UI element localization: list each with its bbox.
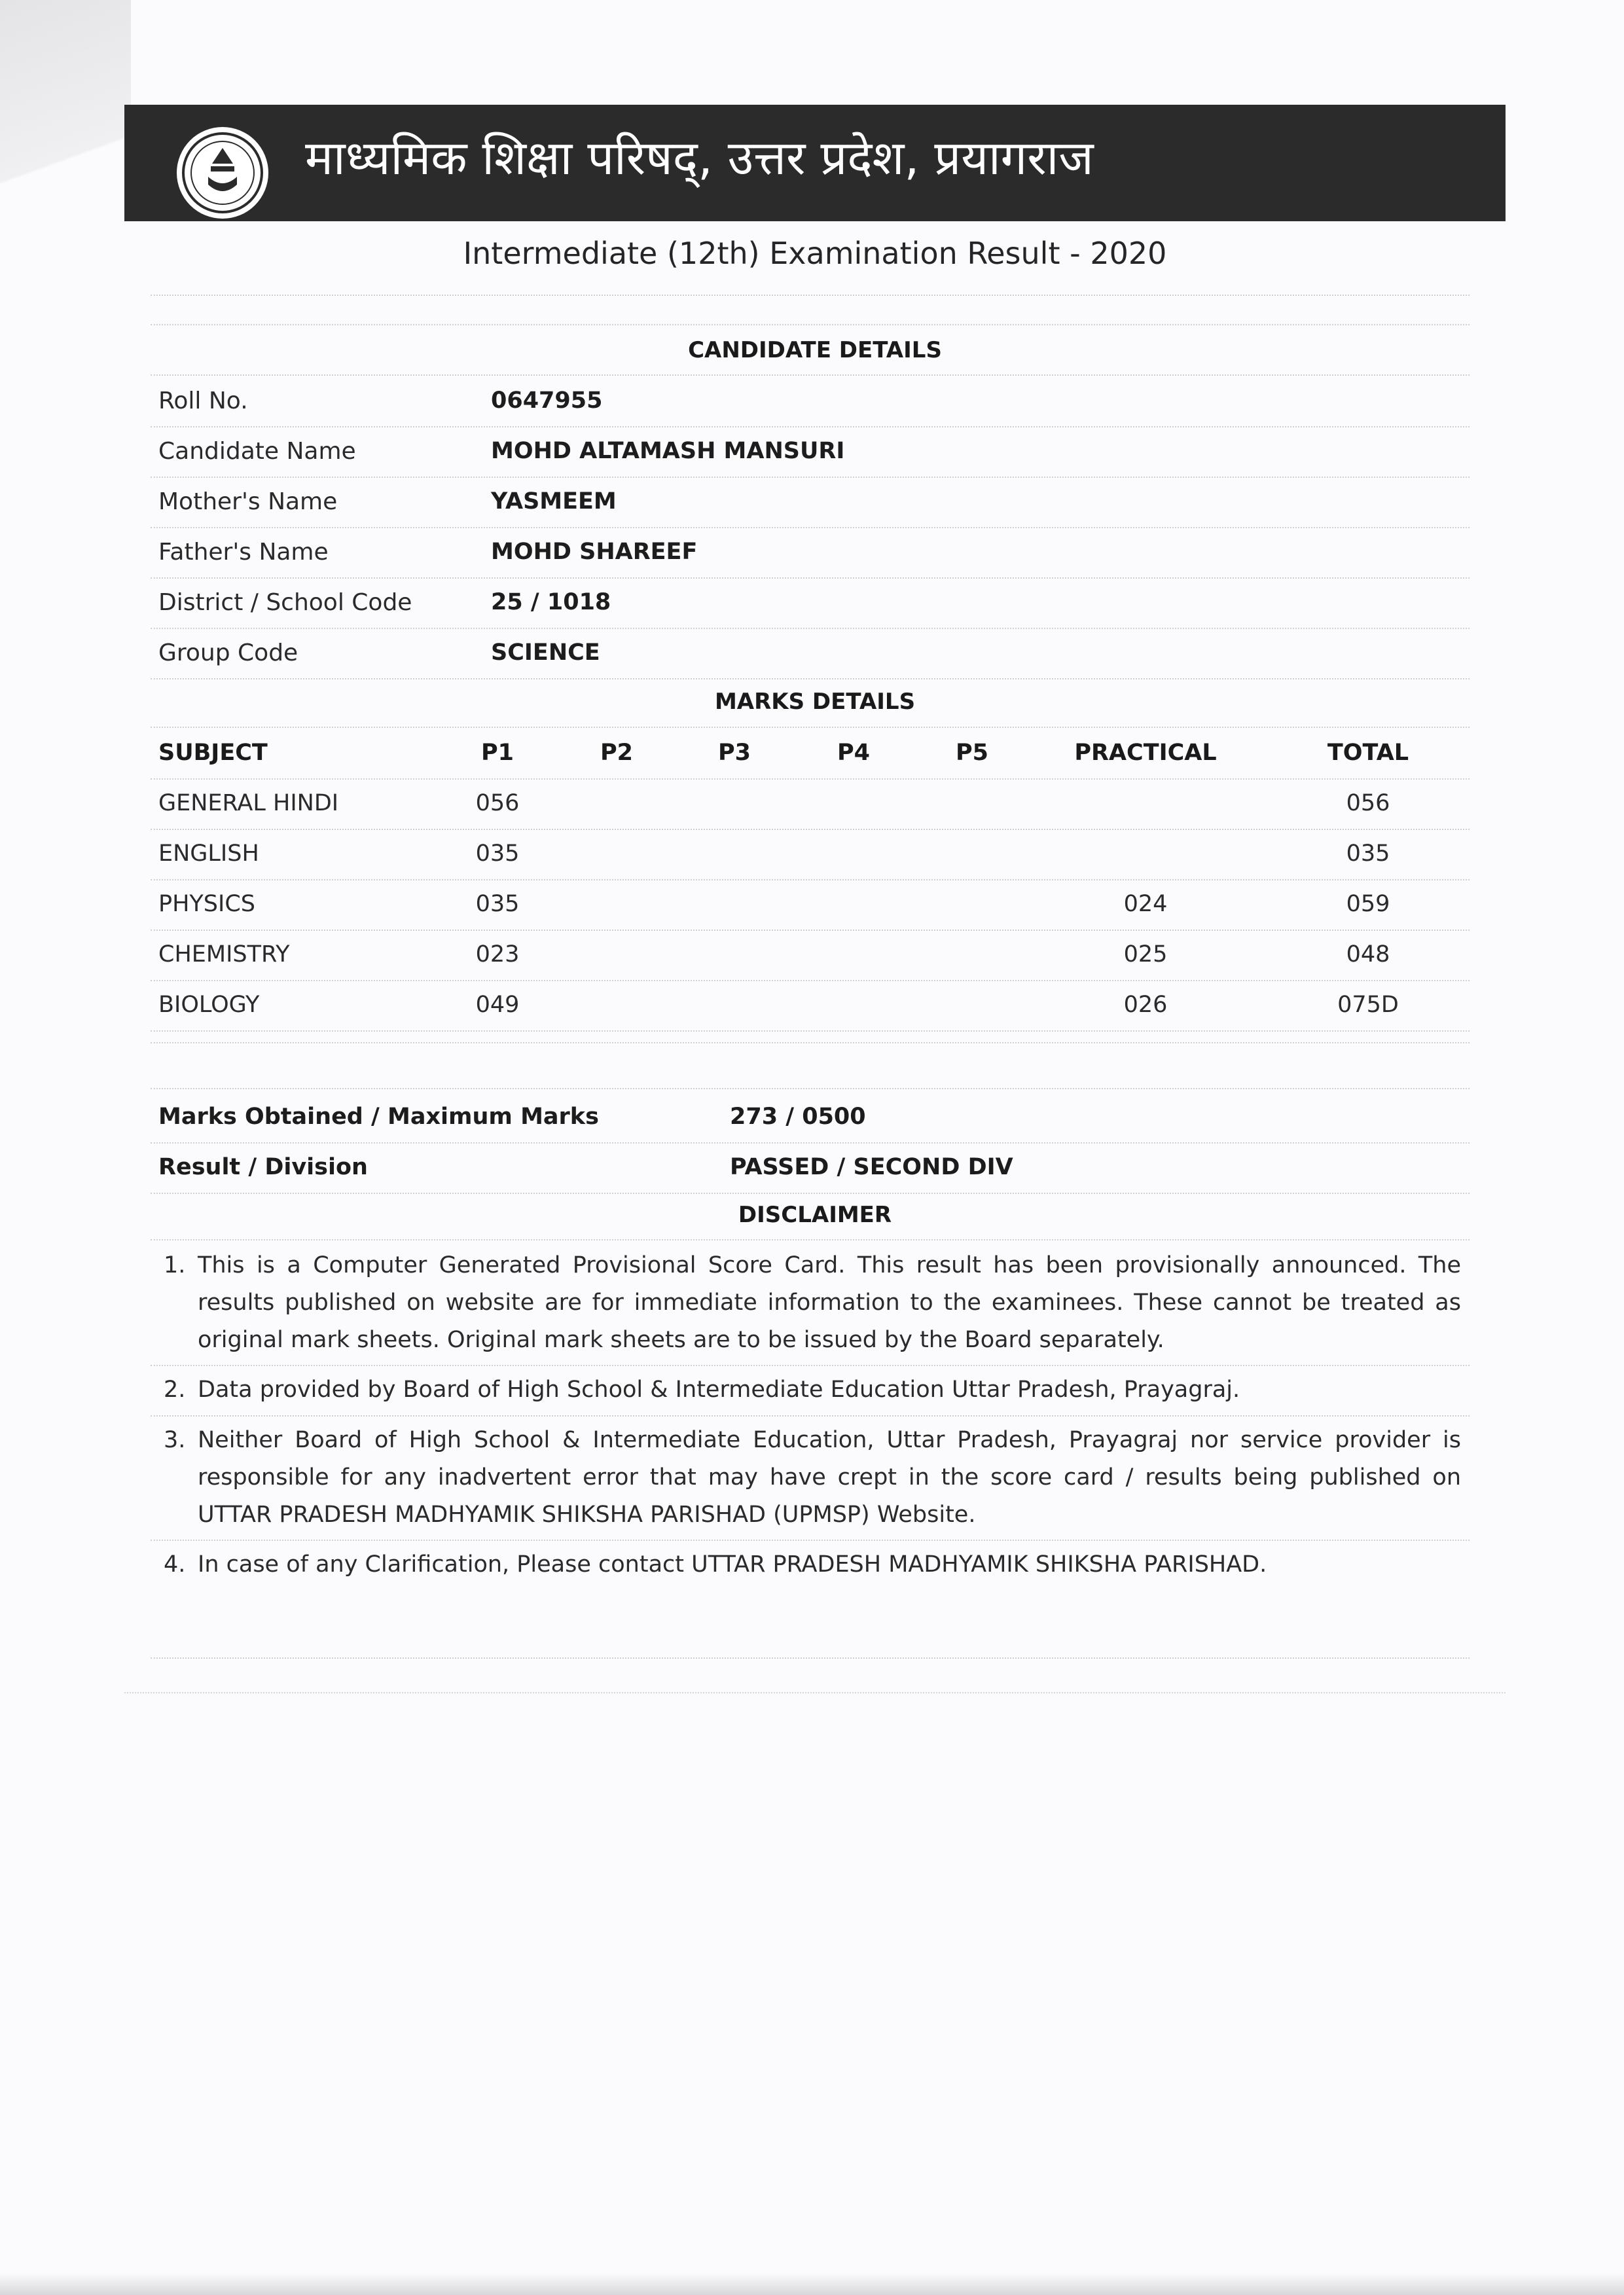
header-band bbox=[124, 105, 1506, 221]
disclaimer-item bbox=[151, 1540, 1470, 1592]
marks-table-header bbox=[151, 728, 1470, 780]
item-text: Data provided by Board of High School & Intermediate Education Uttar Pradesh, Prayagraj. bbox=[198, 1377, 1240, 1403]
table-row bbox=[151, 879, 1470, 931]
table-row bbox=[151, 930, 1470, 981]
candidate-row-district bbox=[151, 577, 1470, 629]
divider bbox=[151, 1657, 1470, 1659]
table-row bbox=[151, 778, 1470, 830]
column-header: PRACTICAL bbox=[1074, 740, 1217, 766]
row-value: MOHD ALTAMASH MANSURI bbox=[491, 438, 845, 464]
subject-cell: PHYSICS bbox=[158, 891, 255, 917]
subject-cell: ENGLISH bbox=[158, 840, 259, 867]
item-text: In case of any Clarification, Please contact UTTAR PRADESH MADHYAMIK SHIKSHA PARISHAD. bbox=[198, 1551, 1267, 1578]
total-cell: 075D bbox=[1337, 992, 1399, 1018]
candidate-details-heading: CANDIDATE DETAILS bbox=[688, 337, 942, 363]
divider bbox=[151, 324, 1470, 325]
candidate-row-mother bbox=[151, 477, 1470, 528]
column-header: P1 bbox=[480, 740, 514, 766]
board-title: माध्यमिक शिक्षा परिषद्, उत्तर प्रदेश, प्रयागराज bbox=[305, 130, 1094, 185]
row-value: 273 / 0500 bbox=[730, 1104, 866, 1130]
total-cell: 059 bbox=[1346, 891, 1390, 917]
disclaimer-heading: DISCLAIMER bbox=[738, 1202, 892, 1228]
result-sheet bbox=[124, 105, 1506, 1693]
marks-obtained-row bbox=[151, 1092, 1470, 1144]
disclaimer-item bbox=[151, 1240, 1470, 1366]
divider bbox=[151, 1088, 1470, 1089]
subject-cell: BIOLOGY bbox=[158, 992, 260, 1018]
candidate-row-father bbox=[151, 527, 1470, 579]
table-row bbox=[151, 980, 1470, 1032]
divider bbox=[151, 295, 1470, 296]
column-header: P3 bbox=[717, 740, 751, 766]
exam-title: Intermediate (12th) Examination Result - 2020 bbox=[463, 236, 1167, 271]
total-cell: 056 bbox=[1346, 790, 1390, 816]
upmsp-emblem-icon bbox=[174, 124, 271, 221]
item-text: Neither Board of High School & Intermediate Education, Uttar Pradesh, Prayagraj nor service provider is responsible for any inadvertent error that may have crept in the score card / results being published on UTTAR PRADESH MADHYAMIK SHIKSHA PARISHAD (UPMSP) Website. bbox=[198, 1427, 1461, 1528]
candidate-row-roll bbox=[151, 376, 1470, 427]
disclaimer-item bbox=[151, 1415, 1470, 1541]
row-value: YASMEEM bbox=[491, 488, 617, 515]
total-cell: 035 bbox=[1346, 840, 1390, 867]
item-number: 4. bbox=[164, 1551, 186, 1578]
column-header: TOTAL bbox=[1327, 740, 1409, 766]
p1-cell: 035 bbox=[475, 891, 520, 917]
column-header: P4 bbox=[837, 740, 870, 766]
candidate-row-group bbox=[151, 628, 1470, 679]
divider bbox=[151, 1042, 1470, 1043]
row-label: Result / Division bbox=[158, 1154, 368, 1180]
scan-bottom-edge bbox=[0, 2273, 1624, 2295]
total-cell: 048 bbox=[1346, 941, 1390, 967]
practical-cell: 026 bbox=[1123, 992, 1168, 1018]
subject-cell: CHEMISTRY bbox=[158, 941, 290, 967]
item-number: 1. bbox=[164, 1252, 186, 1278]
row-value: 0647955 bbox=[491, 388, 603, 414]
p1-cell: 023 bbox=[475, 941, 520, 967]
column-header: SUBJECT bbox=[158, 740, 268, 766]
subject-cell: GENERAL HINDI bbox=[158, 790, 339, 816]
result-division-row bbox=[151, 1142, 1470, 1194]
row-label: Marks Obtained / Maximum Marks bbox=[158, 1104, 599, 1130]
row-value: PASSED / SECOND DIV bbox=[730, 1154, 1013, 1180]
row-label: Father's Name bbox=[158, 539, 329, 566]
p1-cell: 049 bbox=[475, 992, 520, 1018]
disclaimer-item bbox=[151, 1365, 1470, 1417]
row-value: MOHD SHAREEF bbox=[491, 539, 698, 565]
row-label: Roll No. bbox=[158, 388, 248, 414]
p1-cell: 035 bbox=[475, 840, 520, 867]
row-value: 25 / 1018 bbox=[491, 589, 611, 615]
marks-details-heading: MARKS DETAILS bbox=[714, 689, 916, 715]
candidate-row-name bbox=[151, 426, 1470, 478]
practical-cell: 025 bbox=[1123, 941, 1168, 967]
practical-cell: 024 bbox=[1123, 891, 1168, 917]
row-label: District / School Code bbox=[158, 589, 412, 616]
row-label: Mother's Name bbox=[158, 488, 338, 515]
row-label: Group Code bbox=[158, 640, 298, 666]
page-fold-corner bbox=[0, 0, 131, 255]
item-text: This is a Computer Generated Provisional Score Card. This result has been provisionally announced. The results published on website are for immediate information to the examinees. These cannot be treated as original mark sheets. Original mark sheets are to be issued by the Board separately. bbox=[198, 1252, 1461, 1353]
column-header: P5 bbox=[955, 740, 988, 766]
item-number: 3. bbox=[164, 1427, 186, 1453]
item-number: 2. bbox=[164, 1377, 186, 1403]
table-row bbox=[151, 829, 1470, 880]
row-label: Candidate Name bbox=[158, 438, 356, 465]
p1-cell: 056 bbox=[475, 790, 520, 816]
row-value: SCIENCE bbox=[491, 640, 600, 666]
column-header: P2 bbox=[600, 740, 633, 766]
